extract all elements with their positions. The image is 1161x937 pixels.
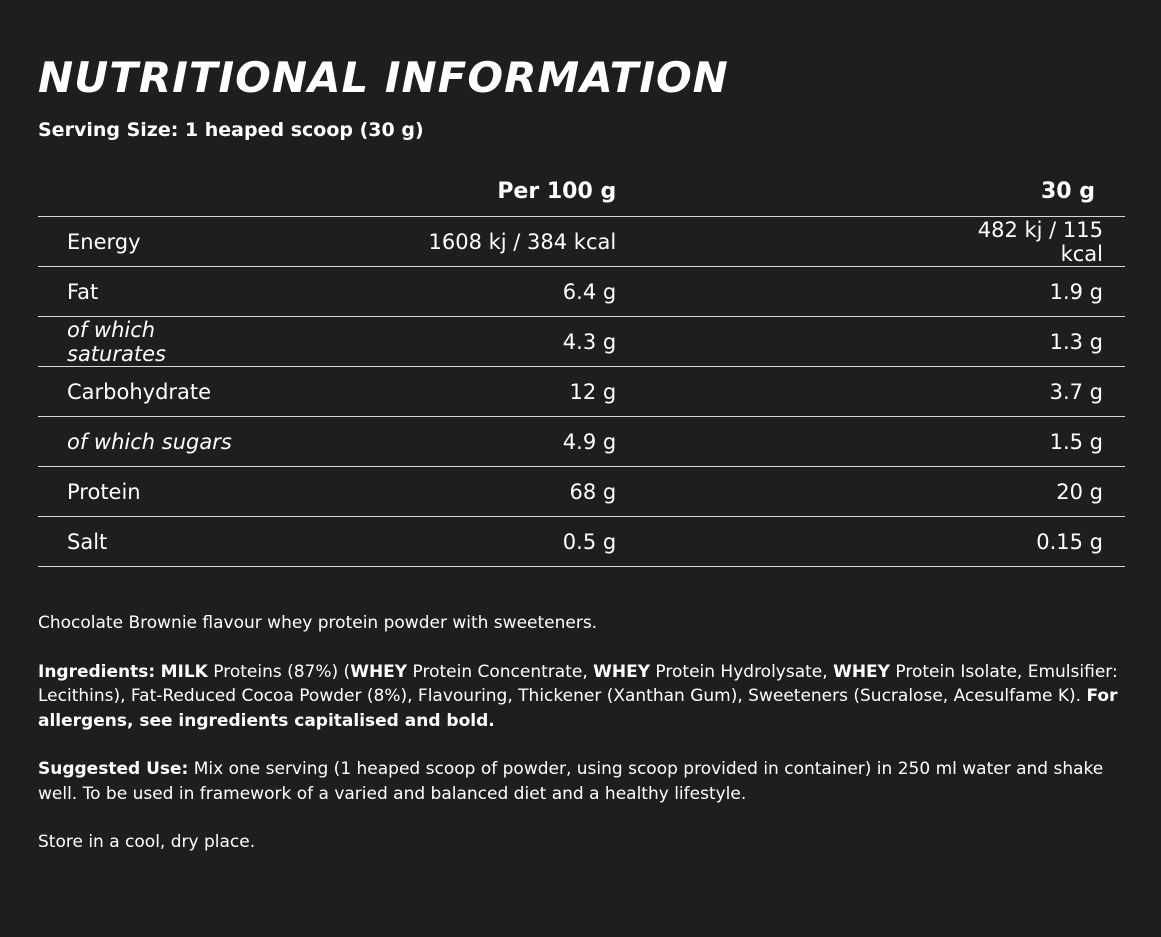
value-per-100g: 0.5 g	[256, 517, 940, 567]
value-per-serving: 1.5 g	[940, 417, 1125, 467]
value-per-serving: 20 g	[940, 467, 1125, 517]
row-label: Salt	[38, 517, 256, 567]
allergen-whey: WHEY	[593, 661, 651, 682]
table-row	[38, 517, 1125, 567]
nutrition-table	[38, 166, 1125, 567]
ingredients-text: Protein Hydrolysate,	[650, 661, 834, 682]
value-per-serving: 3.7 g	[940, 367, 1125, 417]
row-label: Energy	[38, 217, 256, 267]
nutrition-panel	[38, 52, 1125, 879]
value-per-100g: 4.3 g	[256, 317, 940, 367]
header-label	[38, 166, 256, 217]
row-label: of which sugars	[38, 417, 256, 467]
value-per-100g: 1608 kj / 384 kcal	[256, 217, 940, 267]
storage-note: Store in a cool, dry place.	[38, 832, 256, 852]
product-notes	[38, 611, 1125, 855]
row-label: Fat	[38, 267, 256, 317]
serving-size: Serving Size: 1 heaped scoop (30 g)	[38, 119, 424, 141]
suggested-use-text: Mix one serving (1 heaped scoop of powder, using scoop provided in container) in 250 ml water and shake well. To be used in framework of a varied and balanced diet and a healthy lifestyle.	[38, 759, 1104, 804]
ingredients-text: Protein Isolate, Emulsifier: Lecithins), Fat-Reduced Cocoa Powder (8%), Flavouring, Thickener (Xanthan Gum), Sweeteners (Sucralose, Acesulfame K).	[38, 661, 1118, 706]
value-per-serving: 482 kj / 115 kcal	[940, 217, 1125, 267]
ingredients-text: Protein Concentrate,	[407, 661, 594, 682]
page-title: NUTRITIONAL INFORMATION	[38, 53, 729, 102]
header-per-100g: Per 100 g	[256, 166, 940, 217]
table-row	[38, 217, 1125, 267]
allergen-note: For allergens, see ingredients capitalised and bold.	[38, 686, 1118, 731]
value-per-100g: 68 g	[256, 467, 940, 517]
allergen-milk: MILK	[160, 661, 208, 682]
value-per-serving: 1.9 g	[940, 267, 1125, 317]
row-label: Carbohydrate	[38, 367, 256, 417]
product-description: Chocolate Brownie flavour whey protein powder with sweeteners.	[38, 613, 598, 633]
table-row	[38, 467, 1125, 517]
suggested-use-paragraph	[38, 757, 1125, 806]
row-label: of which saturates	[38, 317, 256, 367]
value-per-100g: 6.4 g	[256, 267, 940, 317]
suggested-use-label: Suggested Use:	[38, 759, 189, 779]
table-row	[38, 367, 1125, 417]
table-row	[38, 317, 1125, 367]
allergen-whey: WHEY	[833, 661, 890, 682]
value-per-100g: 4.9 g	[256, 417, 940, 467]
table-header-row	[38, 166, 1125, 217]
table-row	[38, 267, 1125, 317]
table-row	[38, 417, 1125, 467]
value-per-serving: 0.15 g	[940, 517, 1125, 567]
ingredients-paragraph	[38, 660, 1125, 734]
header-per-serving: 30 g	[940, 166, 1125, 217]
ingredients-label: Ingredients:	[38, 661, 156, 682]
allergen-whey: WHEY	[350, 661, 408, 682]
value-per-100g: 12 g	[256, 367, 940, 417]
ingredients-text: Proteins (87%) (	[207, 661, 351, 682]
row-label: Protein	[38, 467, 256, 517]
value-per-serving: 1.3 g	[940, 317, 1125, 367]
